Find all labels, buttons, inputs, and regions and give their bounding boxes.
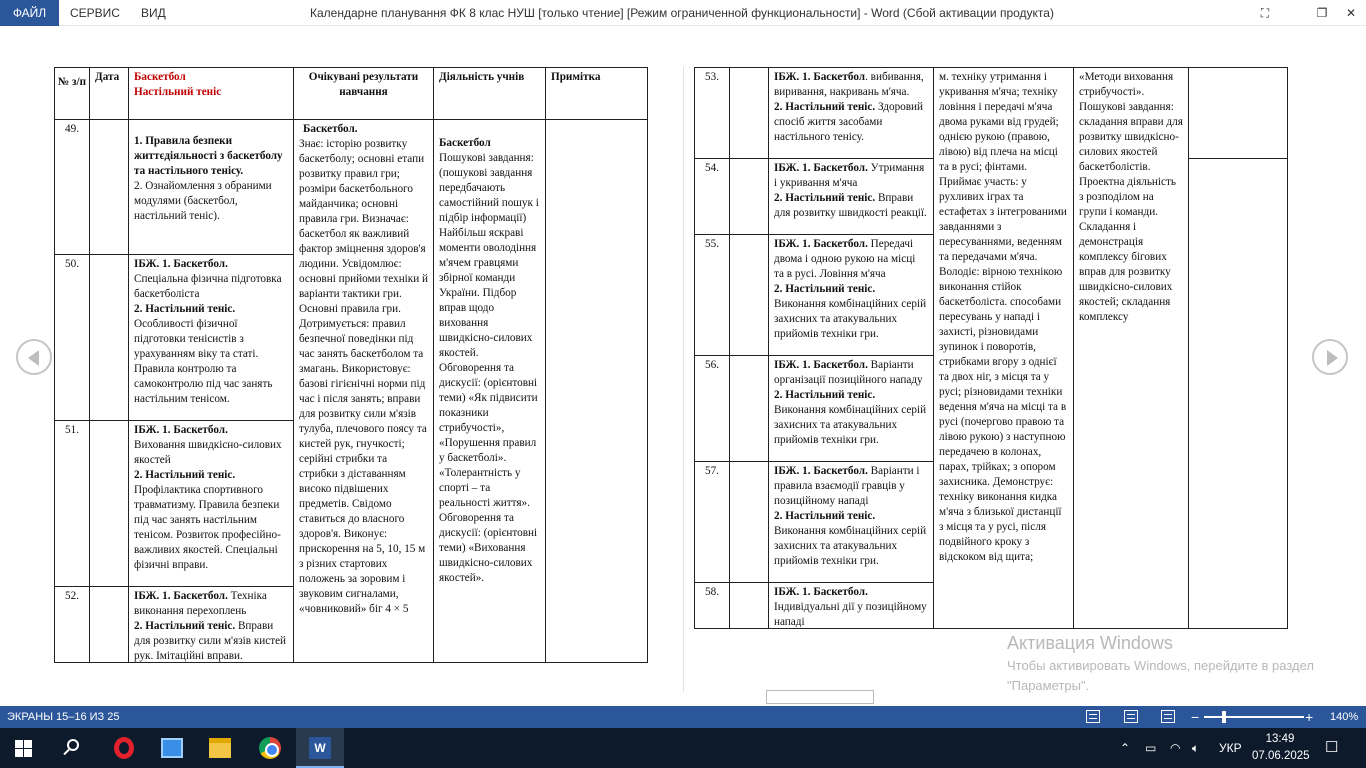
- row-number: 52.: [55, 587, 90, 663]
- horizontal-scroll-thumb[interactable]: [766, 690, 874, 704]
- title-bar: [0, 0, 1366, 26]
- clock-date: 07.06.2025: [1252, 750, 1310, 762]
- menu-file[interactable]: ФАЙЛ: [0, 0, 59, 26]
- chrome-icon: [259, 737, 281, 759]
- topic-tennis-label: 2. Настільний теніс.: [774, 510, 876, 522]
- document-title: Календарне планування ФК 8 клас НУШ [только чтение] [Режим ограниченной функциональности] - Word (Сбой активации продукта): [310, 6, 1054, 20]
- topic-tennis-label: 2. Настільний теніс.: [774, 192, 876, 204]
- topic-tennis-label: 2. Настільний теніс.: [774, 101, 876, 113]
- activity-title: Баскетбол: [439, 137, 491, 149]
- date-cell: [90, 421, 129, 587]
- topic-cell: [129, 421, 294, 587]
- date-cell: [90, 255, 129, 421]
- left-page-table: [54, 67, 648, 663]
- language-indicator[interactable]: УКР: [1219, 741, 1242, 755]
- activity-text: Пошукові завдання: (пошукові завдання передбачають самостійний пошук і підбір інформації) Найбільш яскраві моменти оволодіння м'ячем гравцями збірної команди України. Підбор вправ щодо виховання швидкісно-силових якостей. Обговорення та дискусії: (орієнтовні теми) «Як підвисити показники стрибучості», «Порушення правил у баскетболі». «Толерантність у спорті – та реальності життя». Обговорення та дискусії: (орієнтовні теми) «Виховання швидкісно-силових якостей».: [439, 152, 539, 584]
- topic-cell: [769, 356, 934, 462]
- topic-cell: [129, 587, 294, 663]
- date-cell: [730, 583, 769, 629]
- topic-basketball-text: Утримання і укривання м'яча: [774, 162, 925, 189]
- topic-tennis-label: 2. Настільний теніс.: [774, 389, 876, 401]
- row-number: 51.: [55, 421, 90, 587]
- topic-cell: [769, 583, 934, 629]
- row-number: 53.: [695, 68, 730, 159]
- topic-basketball-text: Варіанти організації позиційного нападу: [774, 359, 923, 386]
- topic-tennis-text: Особливості фізичної підготовки тенісистів з урахуванням віку та статі. Правила контролю та самоконтролю під час занять настільним тенісом.: [134, 318, 273, 405]
- activity-text: «Методи виховання стрибучості». Пошукові завдання: складання вправи для розвитку швидкісно-силових якостей баскетболістів. Проектна діяльність з розподілом на групи і команди. Складання і демонстрація комплексу бігових вправ для розвитку швидкісно-силових якостей; складання комплексу: [1079, 71, 1183, 323]
- topic-basketball-label: ІБЖ. 1. Баскетбол.: [134, 258, 228, 270]
- activity-cell: [1074, 68, 1189, 629]
- note-cell: [1189, 159, 1288, 629]
- topic-tennis-label: 2. Настільний теніс.: [134, 620, 236, 632]
- topic-basketball-text: Спеціальна фізична підготовка баскетболіста: [134, 273, 282, 300]
- row-number: 50.: [55, 255, 90, 421]
- print-layout-icon[interactable]: [1124, 710, 1138, 723]
- row-number: 56.: [695, 356, 730, 462]
- topic-tennis-label: 2. Настільний теніс.: [774, 283, 876, 295]
- topic-basketball-text: . вибивання, виривання, накривань м'яча.: [774, 71, 924, 98]
- taskbar-explorer[interactable]: [196, 728, 244, 768]
- topic-tennis-text: Вправи для розвитку швидкості реакції.: [774, 192, 927, 219]
- date-cell: [730, 462, 769, 583]
- volume-icon[interactable]: 🔈︎: [1192, 741, 1200, 755]
- topic-cell: [129, 255, 294, 421]
- topic-basketball-text: Варіанти і правила взаємодії гравців у позиційному нападі: [774, 465, 920, 507]
- row-number: 49.: [55, 120, 90, 255]
- topic-tennis-label: 2. Настільний теніс.: [134, 303, 236, 315]
- zoom-level[interactable]: 140%: [1330, 711, 1359, 723]
- date-cell: [730, 68, 769, 159]
- activity-cell: [434, 120, 546, 663]
- date-cell: [90, 587, 129, 663]
- chevron-right-icon: [1327, 350, 1338, 366]
- topic-basketball-text: Індивідуальні дії у позиційному нападі: [774, 601, 927, 628]
- topic-cell: [769, 235, 934, 356]
- table-header-row: [55, 68, 648, 120]
- opera-icon: [114, 737, 134, 759]
- date-cell: [730, 159, 769, 235]
- clock[interactable]: [1252, 731, 1308, 765]
- topic-basketball-text: Передачі двома і одною рукою на місці та в русі. Ловіння м'яча: [774, 238, 916, 280]
- topic-basketball-label: ІБЖ. 1. Баскетбол.: [774, 465, 868, 477]
- header-topic-basketball: Баскетбол: [134, 71, 186, 83]
- row-number: 57.: [695, 462, 730, 583]
- topic-basketball-text: Техніка виконання перехоплень: [134, 590, 267, 617]
- menu-view[interactable]: ВИД: [141, 6, 166, 20]
- topic-basketball-label: ІБЖ. 1. Баскетбол.: [774, 162, 868, 174]
- taskbar-word[interactable]: [296, 728, 344, 768]
- results-cell: [294, 120, 434, 663]
- topic-basketball-label: ІБЖ. 1. Баскетбол: [774, 71, 866, 83]
- date-cell: [730, 356, 769, 462]
- previous-screen-button[interactable]: [16, 339, 52, 375]
- taskbar-chrome[interactable]: [246, 728, 294, 768]
- results-title: Баскетбол.: [303, 123, 358, 135]
- row-number: 58.: [695, 583, 730, 629]
- notifications-icon[interactable]: ☐: [1325, 739, 1339, 756]
- chevron-up-icon[interactable]: ⌃: [1120, 741, 1131, 755]
- row-number: 54.: [695, 159, 730, 235]
- next-screen-button[interactable]: [1312, 339, 1348, 375]
- focus-mode-icon[interactable]: ⛶: [1260, 6, 1270, 20]
- status-bar: [0, 706, 1366, 728]
- topic-basketball-label: ІБЖ. 1. Баскетбол.: [134, 424, 228, 436]
- topic-basketball-label: ІБЖ. 1. Баскетбол.: [134, 590, 228, 602]
- reading-area: [0, 27, 1366, 706]
- search-icon: [67, 739, 79, 751]
- row-number: 55.: [695, 235, 730, 356]
- topic-basketball-label: ІБЖ. 1. Баскетбол.: [774, 238, 868, 250]
- topic-cell: [769, 68, 934, 159]
- read-mode-icon[interactable]: [1086, 710, 1100, 723]
- close-window-icon[interactable]: ✕: [1345, 6, 1357, 20]
- taskbar: [0, 728, 1366, 768]
- topic-tennis-text: Виконання комбінаційних серій захисних та атакувальних прийомів техніки гри.: [774, 404, 927, 446]
- folder-icon: [209, 738, 231, 758]
- note-cell: [1189, 68, 1288, 159]
- header-note: Примітка: [546, 68, 648, 120]
- zoom-slider[interactable]: [1204, 716, 1304, 718]
- topic-basketball-label: ІБЖ. 1. Баскетбол.: [774, 359, 868, 371]
- note-cell: [546, 120, 648, 663]
- activation-watermark-title: Активация Windows: [1007, 633, 1173, 653]
- results-text: м. техніку утримання і укривання м'яча; техніку ловіння і передачі м'яча двома руками від грудей; однією рукою (правою, лівою) від плеча на місці та в русі; фінтами. Приймає участь: у рухливих іграх та естафетах з інтегрованими завданнями з пересуваннями, веденням та передачами м'яча. Володіє: вірною технікою виконання стійок баскетболіста. способами пересувань у нападі і захисті, різновидами зупинок і поворотів, стрибками вгору з однієї та двох ніг, з місця та у русі; різновидами техніки ведення м'яча на місці та в русі (почергово правою та лівою рукою) з наступною передачею в колонах, парах, трійках; з опором захисника. Демонструє: техніку виконання кидка м'яча з близької дистанції з місця та у русі, після подвійного кроку з відскоком від щита;: [939, 71, 1067, 563]
- taskbar-opera[interactable]: [100, 728, 148, 768]
- battery-icon[interactable]: ▭: [1145, 741, 1157, 755]
- right-page-table: [694, 67, 1288, 629]
- header-num: № з/п: [55, 68, 90, 120]
- topic-cell: [769, 159, 934, 235]
- control-panel-icon: [161, 738, 183, 758]
- page-divider: [683, 67, 684, 692]
- web-layout-icon[interactable]: [1161, 710, 1175, 723]
- topic-cell: [129, 120, 294, 255]
- date-cell: [90, 120, 129, 255]
- menu-service[interactable]: СЕРВИС: [70, 6, 120, 20]
- header-date: Дата: [90, 68, 129, 120]
- chevron-left-icon: [28, 350, 39, 366]
- table-row: [695, 68, 1288, 159]
- windows-start-icon: [15, 740, 32, 757]
- topic-bold: 1. Правила безпеки життєдіяльності з баскетболу та настільного тенісу.: [134, 135, 283, 177]
- results-text: Знає: історію розвитку баскетболу; основні етапи розвитку правил гри; розміри баскетбольного майданчика; основні правила гри. Визначає: баскетбол як важливий фактор зміцнення здоров'я людини. Усвідомлює: основні прийоми техніки й варіанти тактики гри. Основні правила гри. Дотримується: правил безпечної поведінки під час занять баскетболом та змагань. Використовує: базові гігієнічні норми під час і після занять; вправи для розвитку сили м'язів тулуба, плечового поясу та кистей рук, гнучкості; серійні стрибки та стрибки з діставанням високо підвішених предметів. Свідомо ставиться до власного здоров'я. Виконує: прискорення на 5, 10, 15 м з різних стартових положень за зоровим і звуковим сигналами, «човниковий» біг 4 × 5: [299, 138, 428, 615]
- clock-time: 13:49: [1265, 733, 1295, 745]
- zoom-slider-thumb[interactable]: [1222, 711, 1226, 723]
- topic-tennis-text: Виконання комбінаційних серій захисних та атакувальних прийомів техніки гри.: [774, 298, 927, 340]
- header-results: Очікувані результати навчання: [294, 68, 434, 120]
- zoom-in-button[interactable]: +: [1305, 709, 1314, 725]
- topic-basketball-label: ІБЖ. 1. Баскетбол.: [774, 586, 868, 598]
- word-icon: W: [309, 737, 331, 759]
- screen-counter: ЭКРАНЫ 15–16 ИЗ 25: [7, 711, 120, 723]
- topic-tennis-text: Профілактика спортивного травматизму. Правила безпеки під час занять настільним тенісом. Розвиток професійно-важливих якостей. Спеціальні фізичні вправи.: [134, 484, 281, 571]
- start-button[interactable]: [0, 728, 48, 768]
- search-button[interactable]: [48, 728, 96, 768]
- header-topic-tennis: Настільний теніс: [134, 86, 222, 98]
- restore-window-icon[interactable]: ❐: [1316, 6, 1328, 20]
- results-cell: [934, 68, 1074, 629]
- activation-watermark-text: Чтобы активировать Windows, перейдите в раздел "Параметры".: [1007, 658, 1314, 693]
- topic-tennis-label: 2. Настільний теніс.: [134, 469, 236, 481]
- zoom-out-button[interactable]: −: [1191, 709, 1200, 725]
- header-activity: Діяльність учнів: [434, 68, 546, 120]
- wifi-icon[interactable]: ◠: [1170, 741, 1181, 755]
- table-row: [55, 120, 648, 255]
- header-topic: [129, 68, 294, 120]
- date-cell: [730, 235, 769, 356]
- topic-text: 2. Ознайомлення з обраними модулями (баскетбол, настільний теніс).: [134, 180, 272, 222]
- topic-cell: [769, 462, 934, 583]
- topic-basketball-text: Виховання швидкісно-силових якостей: [134, 439, 282, 466]
- topic-tennis-text: Здоровий спосіб життя засобами настільного тенісу.: [774, 101, 924, 143]
- topic-tennis-text: Виконання комбінаційних серій захисних та атакувальних прийомів техніки гри.: [774, 525, 927, 567]
- taskbar-control-panel[interactable]: [148, 728, 196, 768]
- topic-tennis-text: Вправи для розвитку сили м'язів кистей рук. Імітаційні вправи.: [134, 620, 287, 662]
